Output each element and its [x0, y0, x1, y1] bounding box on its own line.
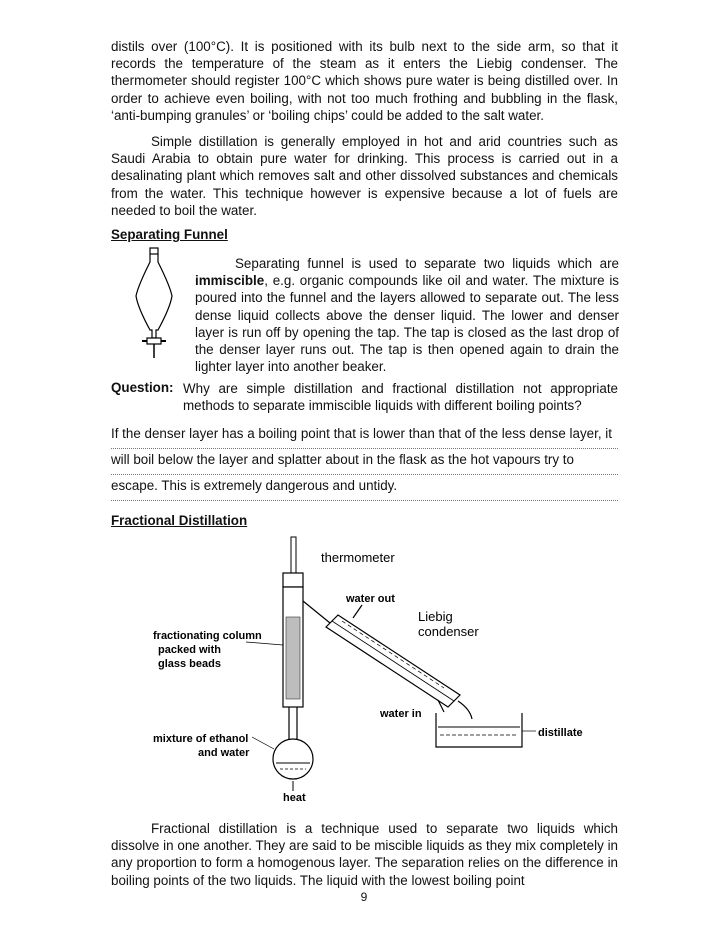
receiver-beaker	[436, 713, 522, 747]
funnel-body	[136, 254, 172, 338]
mixture-pointer	[252, 737, 274, 749]
fractional-distillation-heading: Fractional Distillation	[111, 513, 248, 528]
round-bottom-flask	[273, 739, 313, 779]
simple-distillation-paragraph: Simple distillation is generally employed in hot and arid countries such as Saudi Arabia to obtain pure water for drinking. This process is carried out in a desalinating plant which removes salt and other dissolved substances and chemicals from the water. This technique however is expensive because a lot of fuels are needed to boil the water.	[111, 134, 618, 218]
answer-line-2: will boil below the layer and splatter about in the flask as the hot vapours try to	[111, 450, 618, 475]
fractional-distillation-paragraph: Fractional distillation is a technique used to separate two liquids which dissolve in one another. They are said to be miscible liquids as they mix completely in any proportion to form a homogenous layer. The separation relies on the difference in boiling points of the two liquids. The liquid with the lowest boiling point	[111, 821, 618, 888]
label-mixture-2: and water	[198, 747, 250, 759]
separating-funnel-illustration	[128, 246, 180, 362]
label-liebig-2: condenser	[418, 624, 479, 639]
label-column-3: glass beads	[158, 658, 221, 670]
question-label: Question:	[111, 380, 174, 395]
label-column-2: packed with	[158, 644, 221, 656]
page-number: 9	[360, 890, 368, 904]
column-stopper	[283, 573, 303, 587]
answer-line-1: If the denser layer has a boiling point that is lower than that of the less dense layer, it	[111, 424, 618, 449]
label-distillate: distillate	[538, 727, 583, 739]
separating-funnel-paragraph	[195, 255, 619, 375]
label-water-in: water in	[380, 708, 422, 720]
fractional-distillation-diagram	[148, 535, 588, 805]
label-heat: heat	[283, 792, 306, 804]
funnel-tap	[147, 338, 161, 344]
label-column-1: fractionating column	[153, 630, 262, 642]
outlet-tube	[458, 701, 472, 719]
question-text: Why are simple distillation and fractional distillation not appropriate methods to separate immiscible liquids with different boiling points?	[183, 381, 618, 414]
funnel-stopper	[150, 248, 158, 254]
label-mixture-1: mixture of ethanol	[153, 733, 249, 745]
label-water-out: water out	[346, 593, 395, 605]
side-arm	[303, 601, 330, 623]
separating-funnel-heading: Separating Funnel	[111, 227, 228, 242]
immiscible-bold: immiscible	[195, 273, 265, 289]
intro-paragraph: distils over (100°C). It is positioned with its bulb next to the side arm, so that it records the temperature of the steam as it enters the Liebig condenser. The thermometer should register 100°C which shows pure water is being distilled over. In order to achieve even boiling, with not too much frothing and bubbling in the flask, ‘anti-bumping granules’ or ‘boiling chips’ could be added to the salt water.	[111, 39, 618, 123]
funnel-text-rest: , e.g. organic compounds like oil and water. The mixture is poured into the funnel and the layers allowed to separate out. The less dense liquid collects above the denser liquid. The lower and denser layer is run off by opening the tap. The tap is closed as the last drop of the denser layer runs out. The tap is then opened again to drain the lighter layer into another beaker.	[195, 273, 619, 375]
water-out-tube	[353, 605, 362, 618]
funnel-text-start: Separating funnel is used to separate two liquids which are	[235, 256, 619, 271]
glass-beads	[286, 617, 300, 699]
label-thermometer: thermometer	[321, 550, 395, 565]
answer-line-3: escape. This is extremely dangerous and untidy.	[111, 476, 618, 501]
column-pointer	[246, 642, 283, 645]
label-liebig-1: Liebig	[418, 609, 453, 624]
